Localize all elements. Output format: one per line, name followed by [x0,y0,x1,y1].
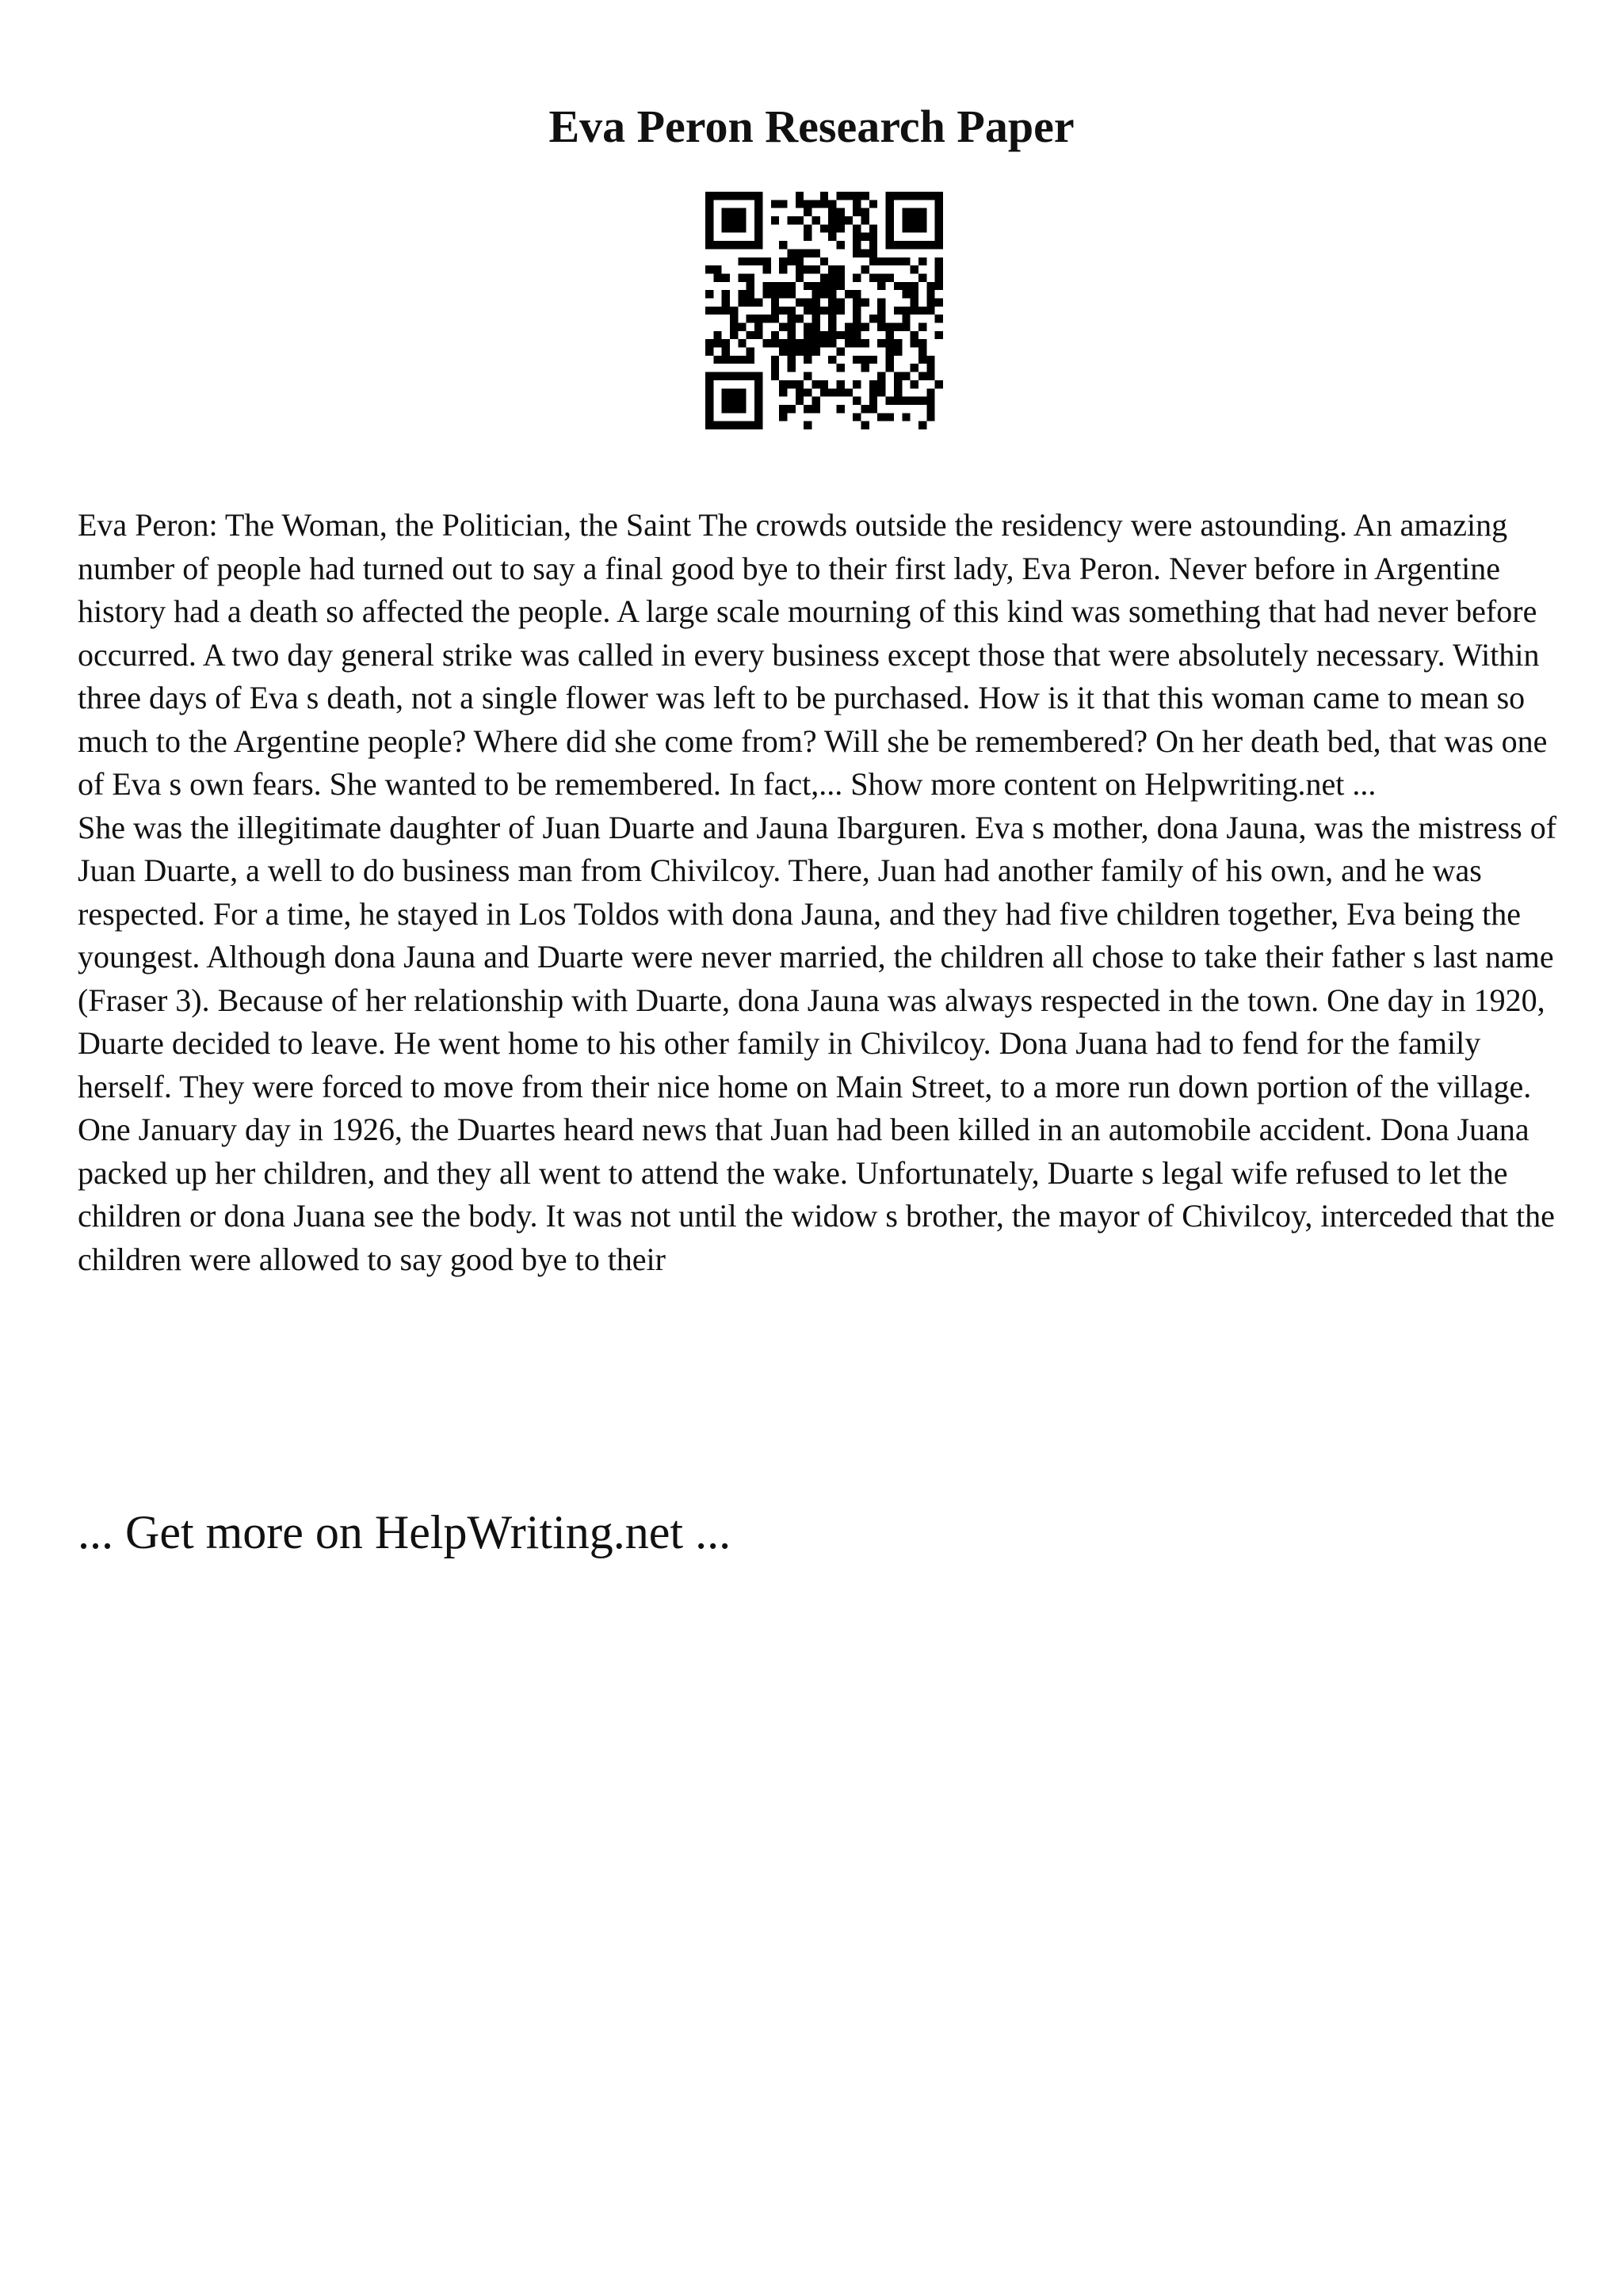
get-more-link[interactable]: ... Get more on HelpWriting.net ... [78,1506,731,1558]
article-body [78,504,1560,1281]
qr-code-icon [705,192,943,429]
paragraph-intro: Eva Peron: The Woman, the Politician, the Saint The crowds outside the residency were astounding. An amazing number of people had turned out to say a final good bye to their first lady, Eva Peron. Never before in Argentine history had a death so affected the people. A large scale mourning of this kind was something that had never before occurred. A two day general strike was called in every business except those that were absolutely necessary. Within three days of Eva s death, not a single flower was left to be purchased. How is it that this woman came to mean so much to the Argentine people? Where did she come from? Will she be remembered? On her death bed, that was one of Eva s own fears. She wanted to be remembered. In fact,... Show more content on Helpwriting.net ... [78,507,1548,802]
page-title: Eva Peron Research Paper [548,101,1075,152]
paragraph-biography: She was the illegitimate daughter of Juan Duarte and Jauna Ibarguren. Eva s mother, dona Jauna, was the mistress of Juan Duarte, a well to do business man from Chivilcoy. There, Juan had another family of his own, and he was respected. For a time, he stayed in Los Toldos with dona Jauna, and they had five children together, Eva being the youngest. Although dona Jauna and Duarte were never married, the children all chose to take their father s last name (Fraser 3). Because of her relationship with Duarte, dona Jauna was always respected in the town. One day in 1920, Duarte decided to leave. He went home to his other family in Chivilcoy. Dona Juana had to fend for the family herself. They were forced to move from their nice home on Main Street, to a more run down portion of the village. One January day in 1926, the Duartes heard news that Juan had been killed in an automobile accident. Dona Juana packed up her children, and they all went to attend the wake. Unfortunately, Duarte s legal wife refused to let the children or dona Juana see the body. It was not until the widow s brother, the mayor of Chivilcoy, interceded that the children were allowed to say good bye to their [78,809,1557,1277]
